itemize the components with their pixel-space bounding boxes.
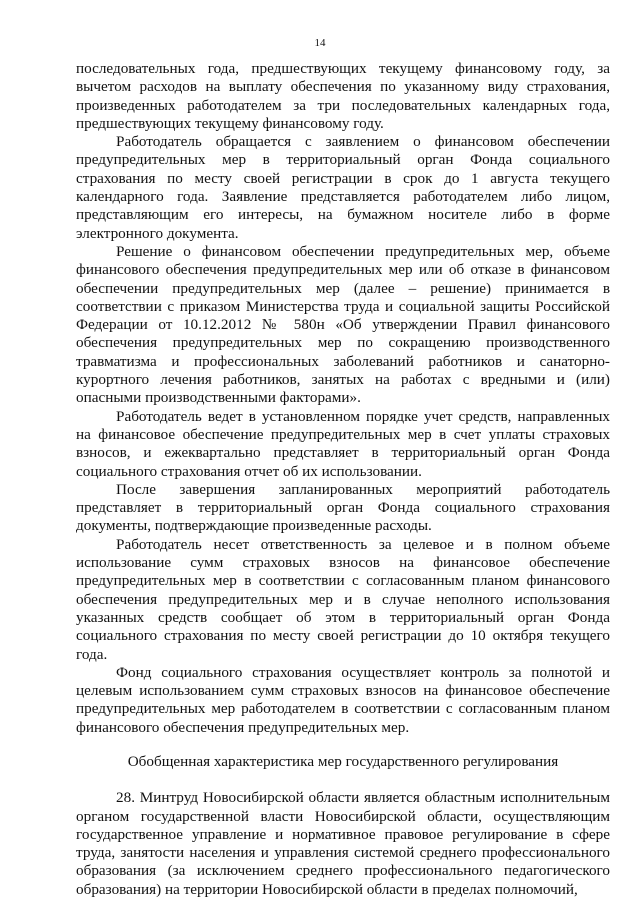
section-heading: Обобщенная характеристика мер государственного регулирования xyxy=(127,752,559,770)
page-number: 14 xyxy=(314,37,326,49)
paragraph: Работодатель обращается с заявлением о финансовом обеспечении предупредительных мер в территориальный орган Фонда социального страхования по месту своей регистрации в срок до 1 августа текущего календарного года. Заявление представляется работодателем либо лицом, представляющим его интересы, на бумажном носителе либо в форме электронного документа. xyxy=(76,133,610,242)
paragraph-numbered: 28. Минтруд Новосибирской области является областным исполнительным органом государственной власти Новосибирской области, осуществляющим государственное управление и нормативное правовое регулирование в сфере труда, занятости населения и управления системой среднего профессионального образования (за исключением среднего профессионального педагогического образования) на территории Новосибирской области в пределах полномочий, xyxy=(76,789,610,898)
paragraph-continuation: последовательных года, предшествующих текущему финансовому году, за вычетом расходов на выплату обеспечения по указанному виду страхования, произведенных работодателем за три последовательных календарных года, предшествующих текущему финансовому году. xyxy=(76,60,610,132)
paragraph: После завершения запланированных мероприятий работодатель представляет в территориальный орган Фонда социального страхования документы, подтверждающие произведенные расходы. xyxy=(76,480,610,535)
paragraph: Фонд социального страхования осуществляет контроль за полнотой и целевым использованием сумм страховых взносов на финансовое обеспечение предупредительных мер работодателем в соответствии с согласованным планом финансового обеспечения предупредительных мер. xyxy=(76,663,610,736)
paragraph: Работодатель несет ответственность за целевое и в полном объеме использование сумм страховых взносов на финансовое обеспечение предупредительных мер в соответствии с согласованным планом финансового обеспечения предупредительных мер и в случае неполного использования указанных средств сообщает об этом в территориальный орган Фонда социального страхования по месту своей регистрации до 10 октября текущего года. xyxy=(76,535,610,663)
document-body xyxy=(76,60,610,899)
paragraph: Решение о финансовом обеспечении предупредительных мер, объеме финансового обеспечения предупредительных мер или об отказе в финансовом обеспечении предупредительных мер (далее – решение) принимается в соответствии с приказом Министерства труда и социальной защиты Российской Федерации от 10.12.2012 № 580н «Об утверждении Правил финансового обеспечения предупредительных мер по сокращению производственного травматизма и профессиональных заболеваний работников и санаторно-курортного лечения работников, занятых на работах с вредными и (или) опасными производственными факторами». xyxy=(76,242,610,407)
paragraph: Работодатель ведет в установленном порядке учет средств, направленных на финансовое обеспечение предупредительных мер в счет уплаты страховых взносов, и ежеквартально представляет в территориальный орган Фонда социального страхования отчет об их использовании. xyxy=(76,407,610,480)
